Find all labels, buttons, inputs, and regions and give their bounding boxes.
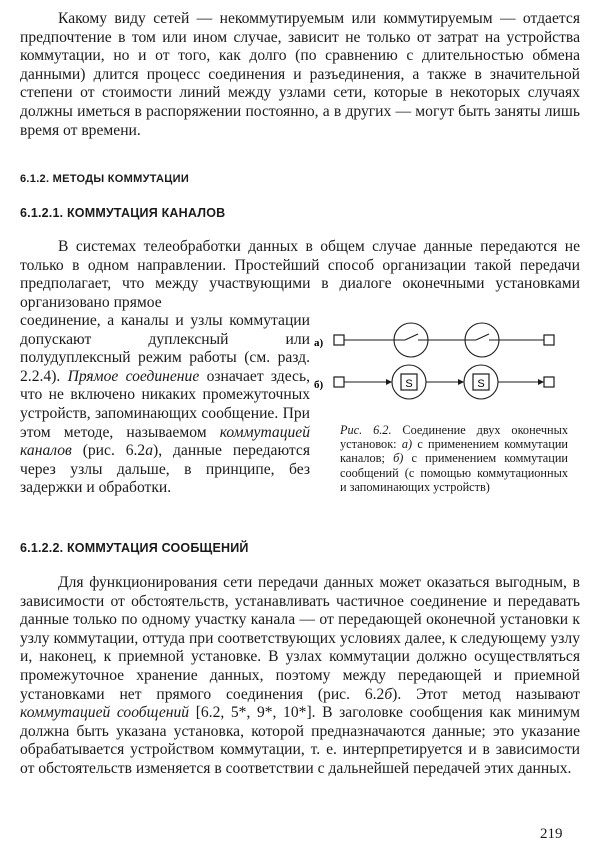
row-a-label: а) [314,337,324,349]
circuit-text-2: означает здесь, что не включено никаких промежуточных устройств, запоминающих сообщение. При этом методе, называемом [20,367,310,441]
caption-a-text: с применением коммутации каналов; [340,437,568,466]
caption-label: Рис. 6.2. [340,423,392,437]
arrow-b-3 [538,379,544,385]
circuit-paragraph-side [20,312,310,498]
circuit-text-4: ), данные передаются через узлы дальше, в принципе, без задержки и обработки. [20,442,310,497]
page-number: 219 [540,826,563,842]
figure-caption [340,423,568,494]
terminal-b-left [334,377,344,387]
terminal-a-right [544,335,554,345]
message-paragraph [20,574,580,779]
connection-diagram [312,316,570,424]
circuit-term-direct: Прямое соединение [67,367,200,385]
store-label-b1: S [405,378,413,390]
subsection-heading-message: 6.1.2.2. КОММУТАЦИЯ СООБЩЕНИЙ [20,541,249,555]
message-fig-ref: б [384,685,393,703]
store-label-b2: S [477,378,485,390]
caption-b-mark: б) [393,451,404,466]
arrow-b-1 [386,379,392,385]
caption-title: Соединение двух оконечных установок: [340,423,568,452]
subsection-heading-circuit: 6.1.2.1. КОММУТАЦИЯ КАНАЛОВ [20,206,226,220]
switch-a1-blade [405,334,418,340]
terminal-a-left [334,335,344,345]
switch-a2-blade [476,334,489,340]
message-text-3: [6.2, 5*, 9*, 10*]. В заголовке сообщения как минимум должна быть указана установка, которой предназначаются данные; это указание обрабатывается устройством коммутации, т. е. интерпретируется и в зависимости от обстоятельств изменяется в соответствии с дальнейшей передачей этих данных. [20,704,580,777]
message-term-switching: коммутацией сообщений [20,704,190,722]
intro-paragraph: Какому виду сетей — некоммутируемым или коммутируемым — отдается предпочтение в том или ином случае, зависит не только от затрат на устройства коммутации, но и от того, как долго (по сравнению с длительностью обмена данными) длится процесс соединения и разъединения, а также в значительной степени от стоимости линий между узлами сети, которые в некоторых случаях должны иметься в распоряжении постоянно, а в других — могут быть заняты лишь время от времени. [20,10,580,139]
figure-6-2 [312,316,570,424]
arrow-b-2 [458,379,464,385]
message-text-1: Для функционирования сети передачи данных может оказаться выгодным, в зависимости от обстоятельств, устанавливать частичное соединение и передавать данные только по одному участку канала — от передающей оконечной установки к узлу коммутации, оттуда при соответствующих условиях далее, к следующему узлу и, наконец, к приемной установке. В узлах коммутации должно осуществляться промежуточное хранение данных, поэтому между передающей и приемной установками нет прямого соединения (рис. 6.2 [20,574,580,703]
circuit-fig-ref: а [145,442,154,460]
circuit-text-3: (рис. 6.2 [82,442,146,460]
circuit-paragraph-top: В системах телеобработки данных в общем случае данные передаются не только в одном направлении. Простейший способ организации такой передачи предполагает, что между участвующими в диалоге оконечными установками организовано прямое [20,238,580,311]
terminal-b-right [544,377,554,387]
section-heading: 6.1.2. МЕТОДЫ КОММУТАЦИИ [20,173,190,185]
circuit-text-1: соединение, а каналы и узлы коммутации допускают дуплексный или полудуплексный режим работы (см. разд. 2.2.4). [20,312,310,385]
caption-b-text: с применением коммутации сообщений (с помощью коммутационных и запоминающих устройств) [340,451,569,494]
circuit-term-switching: коммутацией каналов [20,423,311,460]
message-text-2: ). Этот метод называют [392,685,580,703]
row-b-label: б) [314,379,324,391]
caption-a-mark: а) [401,437,413,452]
